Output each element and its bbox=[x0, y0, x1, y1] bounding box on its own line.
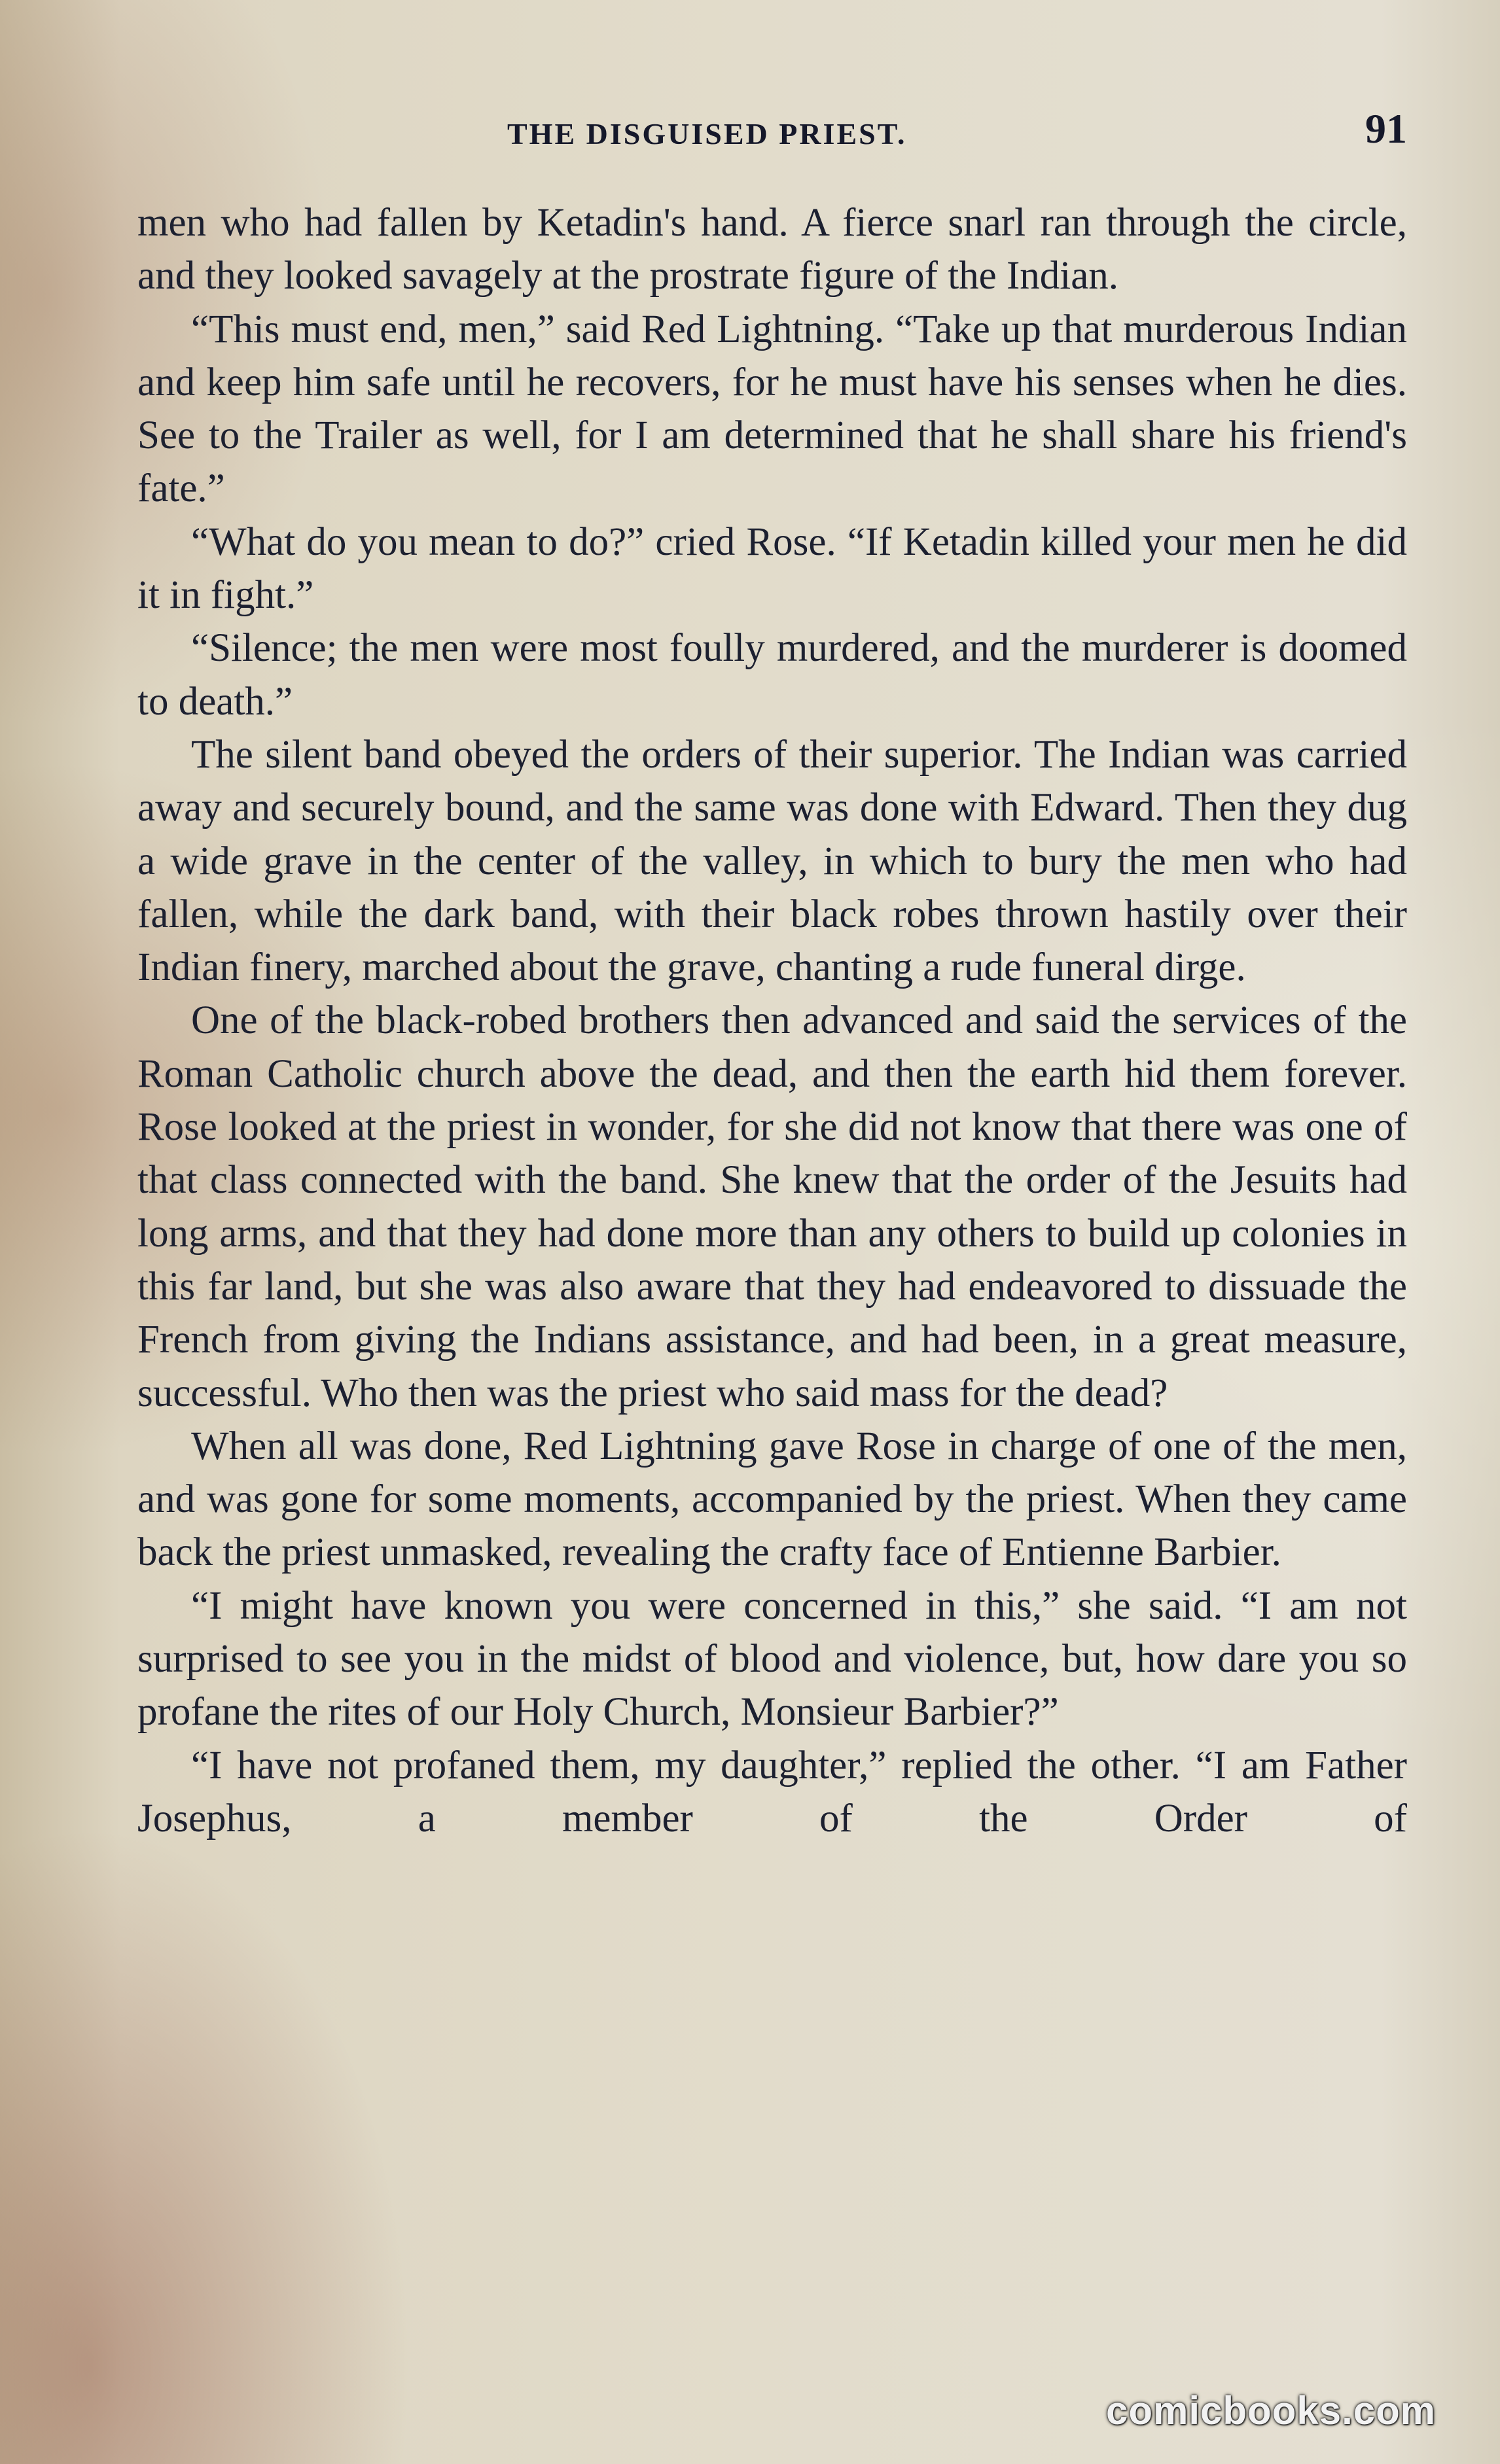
watermark: comicbooks.com bbox=[1106, 2389, 1437, 2433]
paragraph: men who had fallen by Ketadin's hand. A fierce snarl ran through the circle, and they looked savagely at the prostrate figure of the Indian. bbox=[137, 201, 1407, 298]
paragraph: One of the black-robed brothers then advanced and said the services of the Roman Catholic church above the dead, and then the earth hid them forever. Rose looked at the priest in wonder, for she did not know that there was one of that class connected with the band. She knew that the order of the Jesuits had long arms, and that they had done more than any others to build up colonies in this far land, but she was also aware that they had endeavored to dissuade the French from giving the Indians assistance, and had been, in a great measure, successful. Who then was the priest who said mass for the dead? bbox=[137, 998, 1407, 1415]
paragraph: “I might have known you were concerned in this,” she said. “I am not surprised to see you in the midst of blood and violence, but, how dare you so profane the rites of our Holy Church, Monsieur Barbier?” bbox=[137, 1583, 1407, 1734]
page-header bbox=[137, 98, 1407, 157]
page-number: 91 bbox=[1365, 105, 1407, 152]
paragraph: The silent band obeyed the orders of their superior. The Indian was carried away and securely bound, and the same was done with Edward. Then they dug a wide grave in the center of the valley, in which to bury the men who had fallen, while the dark band, with their black robes thrown hastily over their Indian finery, marched about the grave, chanting a rude funeral dirge. bbox=[137, 732, 1407, 990]
paragraph: “I have not profaned them, my daughter,” replied the other. “I am Father Josephus, a member of the Order of bbox=[137, 1743, 1407, 1840]
paragraph: “What do you mean to do?” cried Rose. “If Ketadin killed your men he did it in fight.” bbox=[137, 519, 1407, 618]
running-head: THE DISGUISED PRIEST. bbox=[507, 117, 907, 150]
paragraph: When all was done, Red Lightning gave Rose in charge of one of the men, and was gone for some moments, accompanied by the priest. When they came back the priest unmasked, revealing the crafty face of Entienne Barbier. bbox=[137, 1424, 1407, 1575]
paragraph: “Silence; the men were most foully murdered, and the murderer is doomed to death.” bbox=[137, 626, 1407, 724]
body-text bbox=[137, 196, 1407, 1845]
paragraph: “This must end, men,” said Red Lightning. “Take up that murderous Indian and keep him safe until he recovers, for he must have his senses when he dies. See to the Trailer as well, for I am determined that he shall share his friend's fate.” bbox=[137, 307, 1407, 511]
